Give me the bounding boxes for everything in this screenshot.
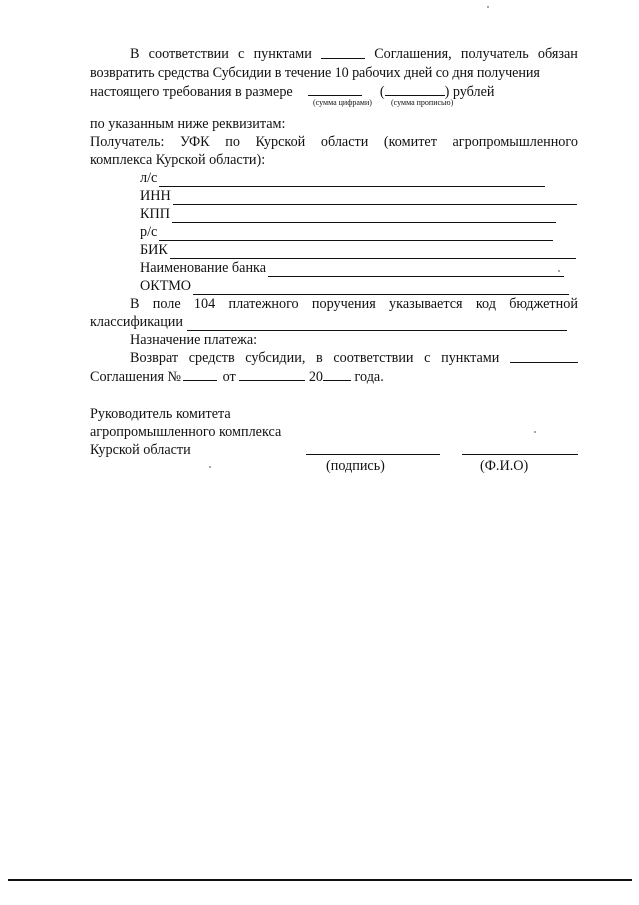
signature-line1: Руководитель комитета (90, 406, 231, 422)
signature-line2: агропромышленного комплекса (90, 424, 282, 440)
year-word: года. (354, 369, 384, 385)
agreement-number-label: Соглашения № (90, 369, 182, 385)
page-bottom-rule (8, 879, 632, 881)
amount-digits-blank[interactable] (308, 83, 362, 96)
para3-word: бюджетной (509, 296, 578, 312)
para3-word: поручения (311, 296, 376, 312)
amount-words-blank[interactable] (385, 83, 445, 96)
requisite-oktmo (140, 278, 569, 295)
para3-word: 104 (193, 296, 216, 312)
para3-line1 (130, 296, 578, 313)
year-prefix: 20 (308, 369, 323, 385)
rubles-word: рублей (452, 84, 495, 100)
requisite-bank-field[interactable] (268, 263, 564, 277)
para1-word: В (130, 46, 140, 62)
para2-word: УФК (179, 134, 210, 150)
requisite-kpp-field[interactable] (172, 209, 556, 223)
paren-open: ( (379, 84, 385, 100)
scan-speck (487, 6, 489, 8)
requisite-inn-field[interactable] (173, 191, 577, 205)
para3-word: поле (152, 296, 181, 312)
para2-word: по (225, 134, 240, 150)
agreement-date-blank[interactable] (239, 368, 305, 381)
scan-speck (534, 431, 536, 433)
requisite-inn (140, 188, 577, 205)
requisite-label: БИК (140, 242, 168, 258)
para3-word: В (130, 296, 140, 312)
para1-word: соответствии (148, 46, 229, 62)
purpose-word: с (424, 350, 431, 366)
para1-line2: возвратить средства Субсидии в течение 10 рабочих дней со дня получения (90, 65, 540, 81)
para3-word: указывается (389, 296, 463, 312)
para3-word: код (475, 296, 496, 312)
requisite-label: КПП (140, 206, 170, 222)
scan-speck (209, 466, 211, 468)
purpose-word: соответствии (333, 350, 414, 366)
purpose-word: средств (188, 350, 235, 366)
para2-word: агропромышленного (452, 134, 578, 150)
requisite-bik-field[interactable] (170, 245, 576, 259)
purpose-word: в (316, 350, 323, 366)
caption-name: (Ф.И.О) (480, 458, 529, 474)
agreement-number-blank[interactable] (183, 368, 217, 381)
requisite-label: л/с (140, 170, 158, 186)
para2-word: Курской (255, 134, 306, 150)
requisite-label: Наименование банка (140, 260, 267, 276)
purpose-word: пунктами (441, 350, 500, 366)
requisite-label: ОКТМО (140, 278, 192, 294)
requisite-bik (140, 242, 576, 259)
para1-line1 (130, 46, 578, 63)
kbk-label: классификации (90, 314, 183, 330)
requisite-rs (140, 224, 553, 241)
para3-word: платежного (228, 296, 299, 312)
para2-line2 (90, 134, 578, 151)
purpose-word: субсидии, (245, 350, 306, 366)
para1-word: получатель (460, 46, 529, 62)
signature-field[interactable] (306, 454, 440, 455)
signature-line3: Курской области (90, 442, 191, 458)
name-field[interactable] (462, 454, 578, 455)
para1-word: Соглашения, (374, 46, 452, 62)
para2-line1: по указанным ниже реквизитам: (90, 116, 286, 132)
para2-word: Получатель: (90, 134, 165, 150)
caption-digits: (сумма цифрами) (313, 98, 372, 107)
para3-line2 (90, 314, 567, 331)
kbk-field[interactable] (187, 317, 567, 331)
clauses-blank[interactable] (321, 46, 365, 59)
requisite-bank (140, 260, 564, 277)
requisite-ls-field[interactable] (159, 173, 545, 187)
requisite-rs-field[interactable] (159, 227, 553, 241)
requisite-oktmo-field[interactable] (193, 281, 569, 295)
requisite-kpp (140, 206, 556, 223)
para1-line3-text: настоящего требования в размере (90, 84, 293, 100)
para2-line3: комплекса Курской области): (90, 152, 266, 168)
purpose-heading: Назначение платежа: (130, 332, 258, 348)
paren-close: ) (444, 84, 450, 100)
purpose-line2 (90, 368, 384, 386)
para2-word: области (320, 134, 369, 150)
purpose-clauses-blank[interactable] (510, 350, 578, 363)
requisite-label: ИНН (140, 188, 171, 204)
caption-signature: (подпись) (326, 458, 385, 474)
purpose-line1 (130, 350, 578, 367)
para1-word: с (238, 46, 245, 62)
requisite-label: р/с (140, 224, 158, 240)
date-from-label: от (222, 369, 236, 385)
scan-speck (558, 270, 560, 272)
caption-words: (сумма прописью) (391, 98, 454, 107)
para1-word: обязан (537, 46, 578, 62)
agreement-year-blank[interactable] (323, 368, 351, 381)
para2-word: (комитет (383, 134, 437, 150)
para1-word: пунктами (253, 46, 312, 62)
requisite-ls (140, 170, 545, 187)
purpose-word: Возврат (130, 350, 179, 366)
